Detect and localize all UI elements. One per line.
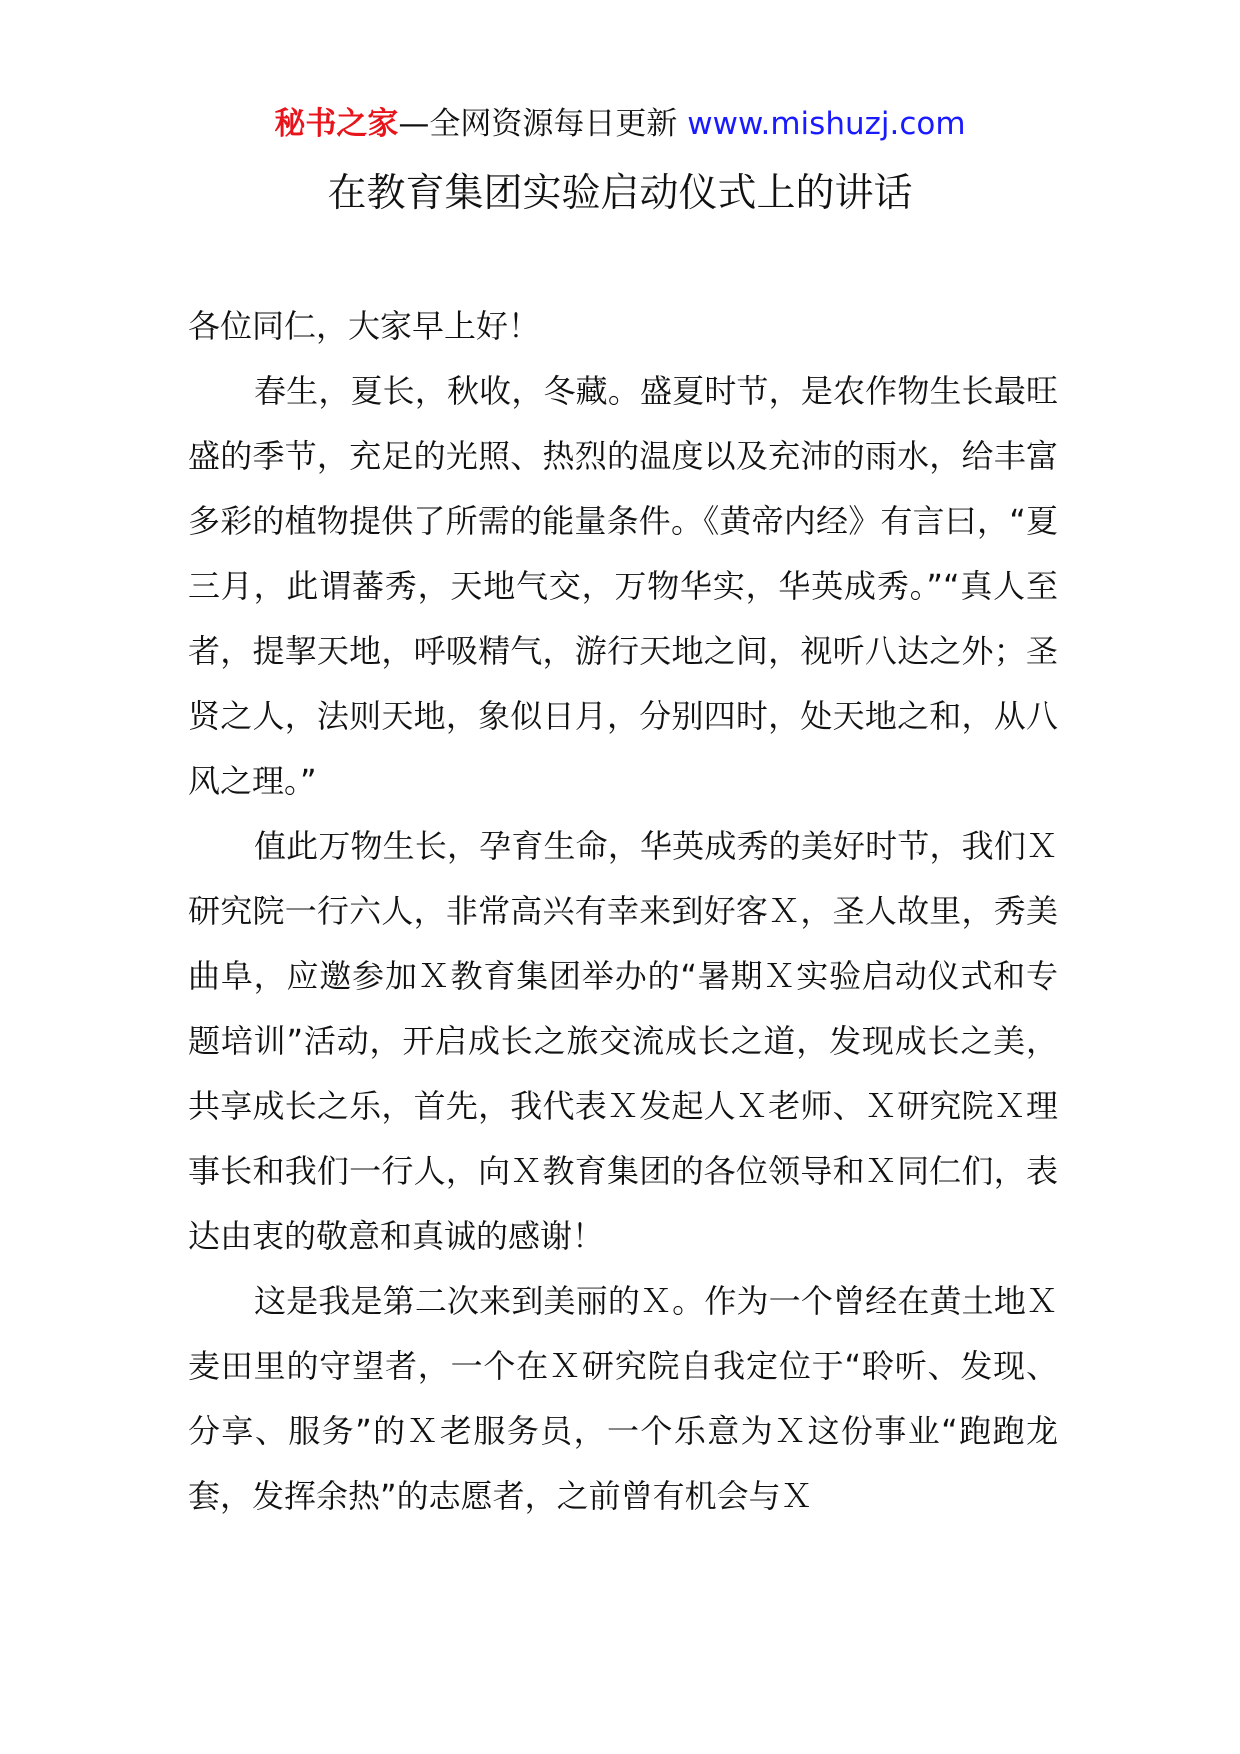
document-title: 在教育集团实验启动仪式上的讲话 — [327, 171, 913, 216]
body-paragraph-1: 春生，夏长，秋收，冬藏。盛夏时节，是农作物生长最旺盛的季节，充足的光照、热烈的温度以及充沛的雨水，给丰富多彩的植物提供了所需的能量条件。《黄帝内经》有言曰，“夏三月，此谓蕃秀，天地气交，万物华实，华英成秀。”“真人至者，提挈天地，呼吸精气，游行天地之间，视听八达之外；圣贤之人，法则天地，象似日月，分别四时，处天地之和，从八风之理。” — [188, 372, 1058, 800]
document-body — [188, 294, 1058, 1529]
site-header — [0, 104, 1240, 144]
greeting-paragraph: 各位同仁，大家早上好！ — [188, 307, 541, 345]
header-tagline: —全网资源每日更新 — [398, 106, 688, 142]
body-paragraph-2: 值此万物生长，孕育生命，华英成秀的美好时节，我们Ｘ研究院一行六人，非常高兴有幸来到好客Ｘ，圣人故里，秀美曲阜，应邀参加Ｘ教育集团举办的“暑期Ｘ实验启动仪式和专题培训”活动，开启成长之旅交流成长之道，发现成长之美，共享成长之乐，首先，我代表Ｘ发起人Ｘ老师、Ｘ研究院Ｘ理事长和我们一行人，向Ｘ教育集团的各位领导和Ｘ同仁们，表达由衷的敬意和真诚的感谢！ — [188, 827, 1058, 1255]
body-paragraph-3: 这是我是第二次来到美丽的Ｘ。作为一个曾经在黄土地Ｘ麦田里的守望者，一个在Ｘ研究院自我定位于“聆听、发现、分享、服务”的Ｘ老服务员，一个乐意为Ｘ这份事业“跑跑龙套，发挥余热”的志愿者，之前曾有机会与Ｘ — [188, 1282, 1058, 1515]
brand-name: 秘书之家 — [274, 106, 399, 142]
site-url-link[interactable]: www.mishuzj.com — [687, 106, 966, 142]
